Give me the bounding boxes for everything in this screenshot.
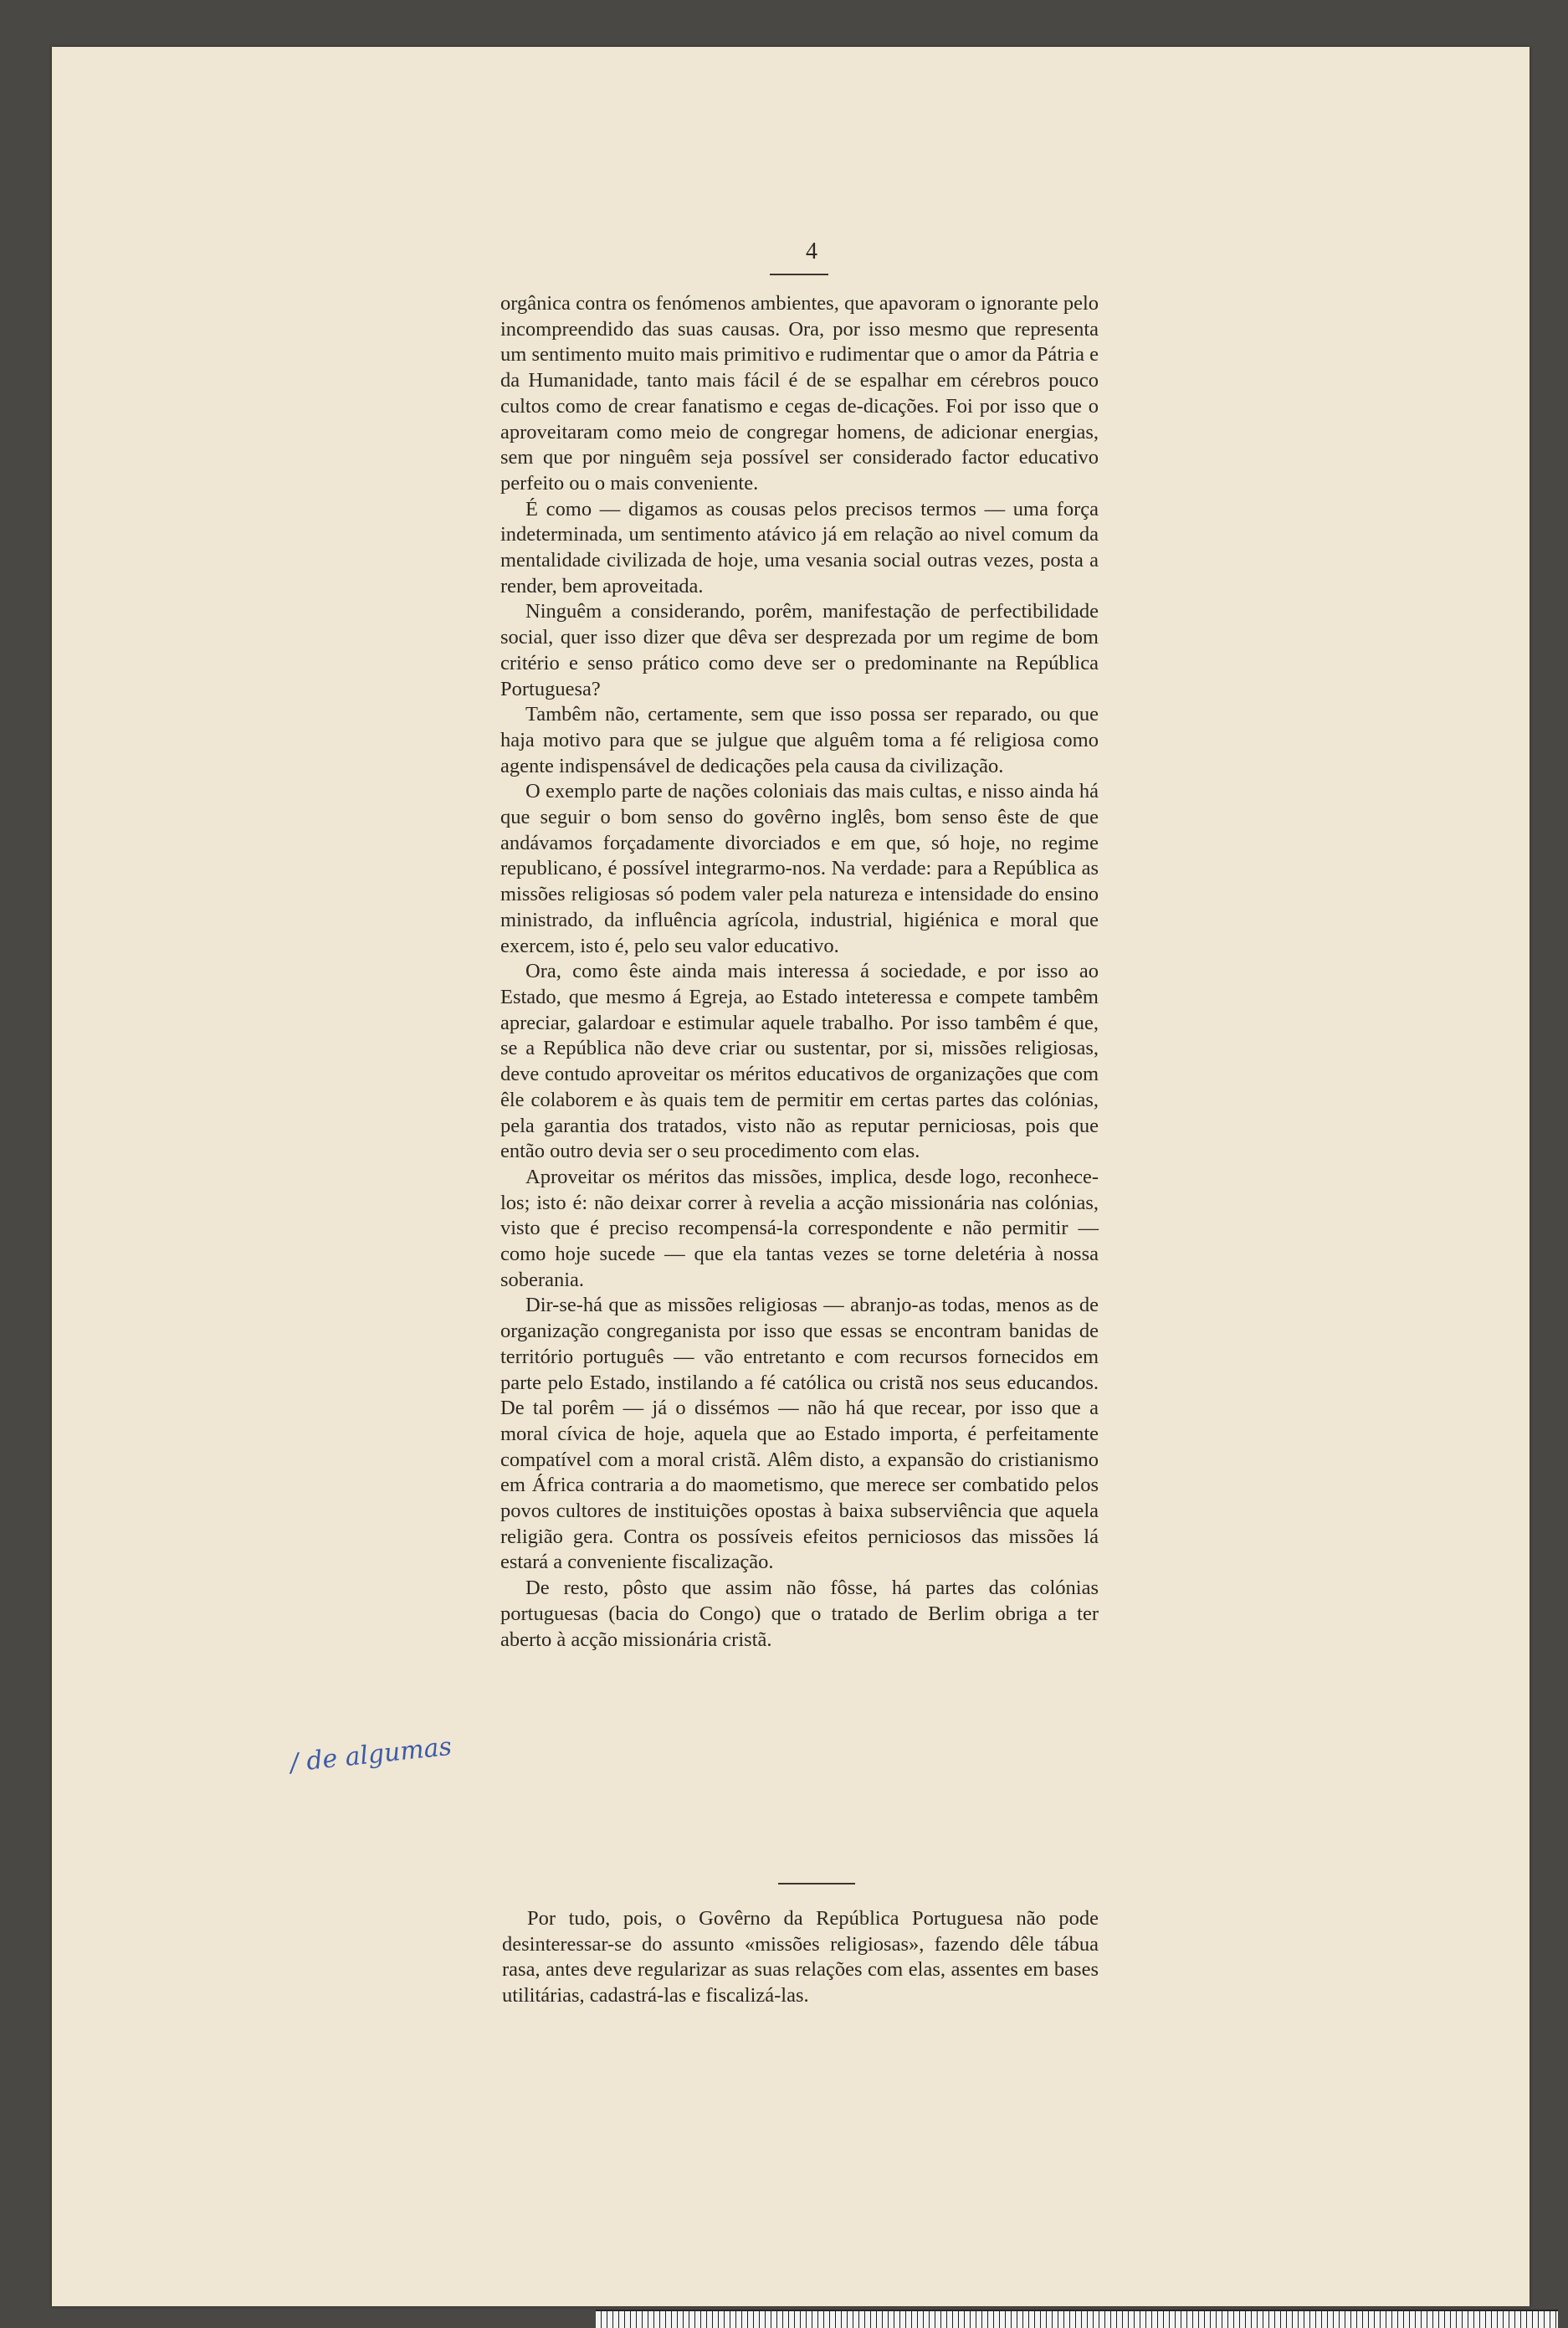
paragraph: Ninguêm a considerando, porêm, manifestação de perfectibilidade social, quer isso dizer que dêva ser desprezada por um regime de bom critério e senso prático como deve ser o predominante na República Portuguesa? xyxy=(500,600,1099,700)
paragraph: Ora, como êste ainda mais interessa á sociedade, e por isso ao Estado, que mesmo á Egreja, ao Estado inteteressa e compete tambêm apreciar, galardoar e estimular aquele trabalho. Por isso tambêm é que, se a República não deve criar ou sustentar, por si, missões religiosas, deve contudo aproveitar os méritos educativos de organizações que com êle colaborem e às quais tem de permitir em certas partes das colónias, pela garantia dos tratados, visto não as reputar perniciosas, pois que então outro devia ser o seu procedimento com elas. xyxy=(500,960,1099,1163)
paragraph: Tambêm não, certamente, sem que isso possa ser reparado, ou que haja motivo para que se julgue que alguêm toma a fé religiosa como agente indispensável de dedicações pela causa da civilização. xyxy=(500,703,1099,777)
paragraph: Aproveitar os méritos das missões, implica, desde logo, reconhece-los; isto é: não deixar correr à revelia a acção missionária nas colónias, visto que é preciso recompensá-la correspondente e não permitir — como hoje sucede — que ela tantas vezes se torne deletéria à nossa soberania. xyxy=(500,1165,1099,1291)
paragraph: Dir-se-há que as missões religiosas — abranjo-as todas, menos as de organização congreganista por isso que essas se encontram banidas de território português — vão entretanto e com recursos fornecidos em parte pelo Estado, instilando a fé católica ou cristã nos seus educandos. De tal porêm — já o dissémos — não há que recear, por isso que a moral cívica de hoje, aquela que ao Estado importa, é perfeitamente compatível com a moral cristã. Alêm disto, a expansão do cristianismo em África contraria a do maometismo, que merece ser combatido pelos povos cultores de instituições opostas à baixa subserviência que aquela religião gera. Contra os possíveis efeitos perniciosos das missões lá estará a conveniente fiscalização. xyxy=(500,1294,1099,1574)
page-number-rule xyxy=(770,274,828,275)
paragraph: De resto, pôsto que assim não fôsse, há partes das colónias portuguesas (bacia do Congo) que o tratado de Berlim obriga a ter aberto à acção missionária cristã. xyxy=(500,1577,1099,1651)
body-text xyxy=(500,291,1099,1653)
closing-paragraph: Por tudo, pois, o Govêrno da República Portuguesa não pode desinteressar-se do assunto «missões religiosas», fazendo dêle tábua rasa, antes deve regularizar as suas relações com elas, assentes em bases utilitárias, cadastrá-las e fiscalizá-las. xyxy=(502,1907,1099,2008)
section-divider xyxy=(778,1883,855,1884)
handwritten-margin-note: / de algumas xyxy=(289,1731,453,1778)
paragraph: É como — digamos as cousas pelos precisos termos — uma força indeterminada, um sentimento atávico já em relação ao nivel comum da mentalidade civilizada de hoje, uma vesania social outras vezes, posta a render, bem aproveitada. xyxy=(500,497,1099,597)
scale-ruler xyxy=(596,2310,1558,2328)
paragraph: O exemplo parte de nações coloniais das mais cultas, e nisso ainda há que seguir o bom senso do govêrno inglês, bom senso êste de que andávamos forçadamente divorciados e em que, só hoje, no regime republicano, é possível integrarmo-nos. Na verdade: para a República as missões religiosas só podem valer pela natureza e intensidade do ensino ministrado, da influência agrícola, industrial, higiénica e moral que exercem, isto é, pelo seu valor educativo. xyxy=(500,780,1099,957)
page-number: 4 xyxy=(806,238,817,264)
closing-text xyxy=(502,1906,1099,2009)
paragraph: orgânica contra os fenómenos ambientes, que apavoram o ignorante pelo incompreendido das suas causas. Ora, por isso mesmo que representa um sentimento muito mais primitivo e rudimentar que o amor da Pátria e da Humanidade, tanto mais fácil é de se espalhar em cérebros pouco cultos como de crear fanatismo e cegas de-dicações. Foi por isso que o aproveitaram como meio de congregar homens, de adicionar energias, sem que por ninguêm seja possível ser considerado factor educativo perfeito ou o mais conveniente. xyxy=(500,292,1099,495)
